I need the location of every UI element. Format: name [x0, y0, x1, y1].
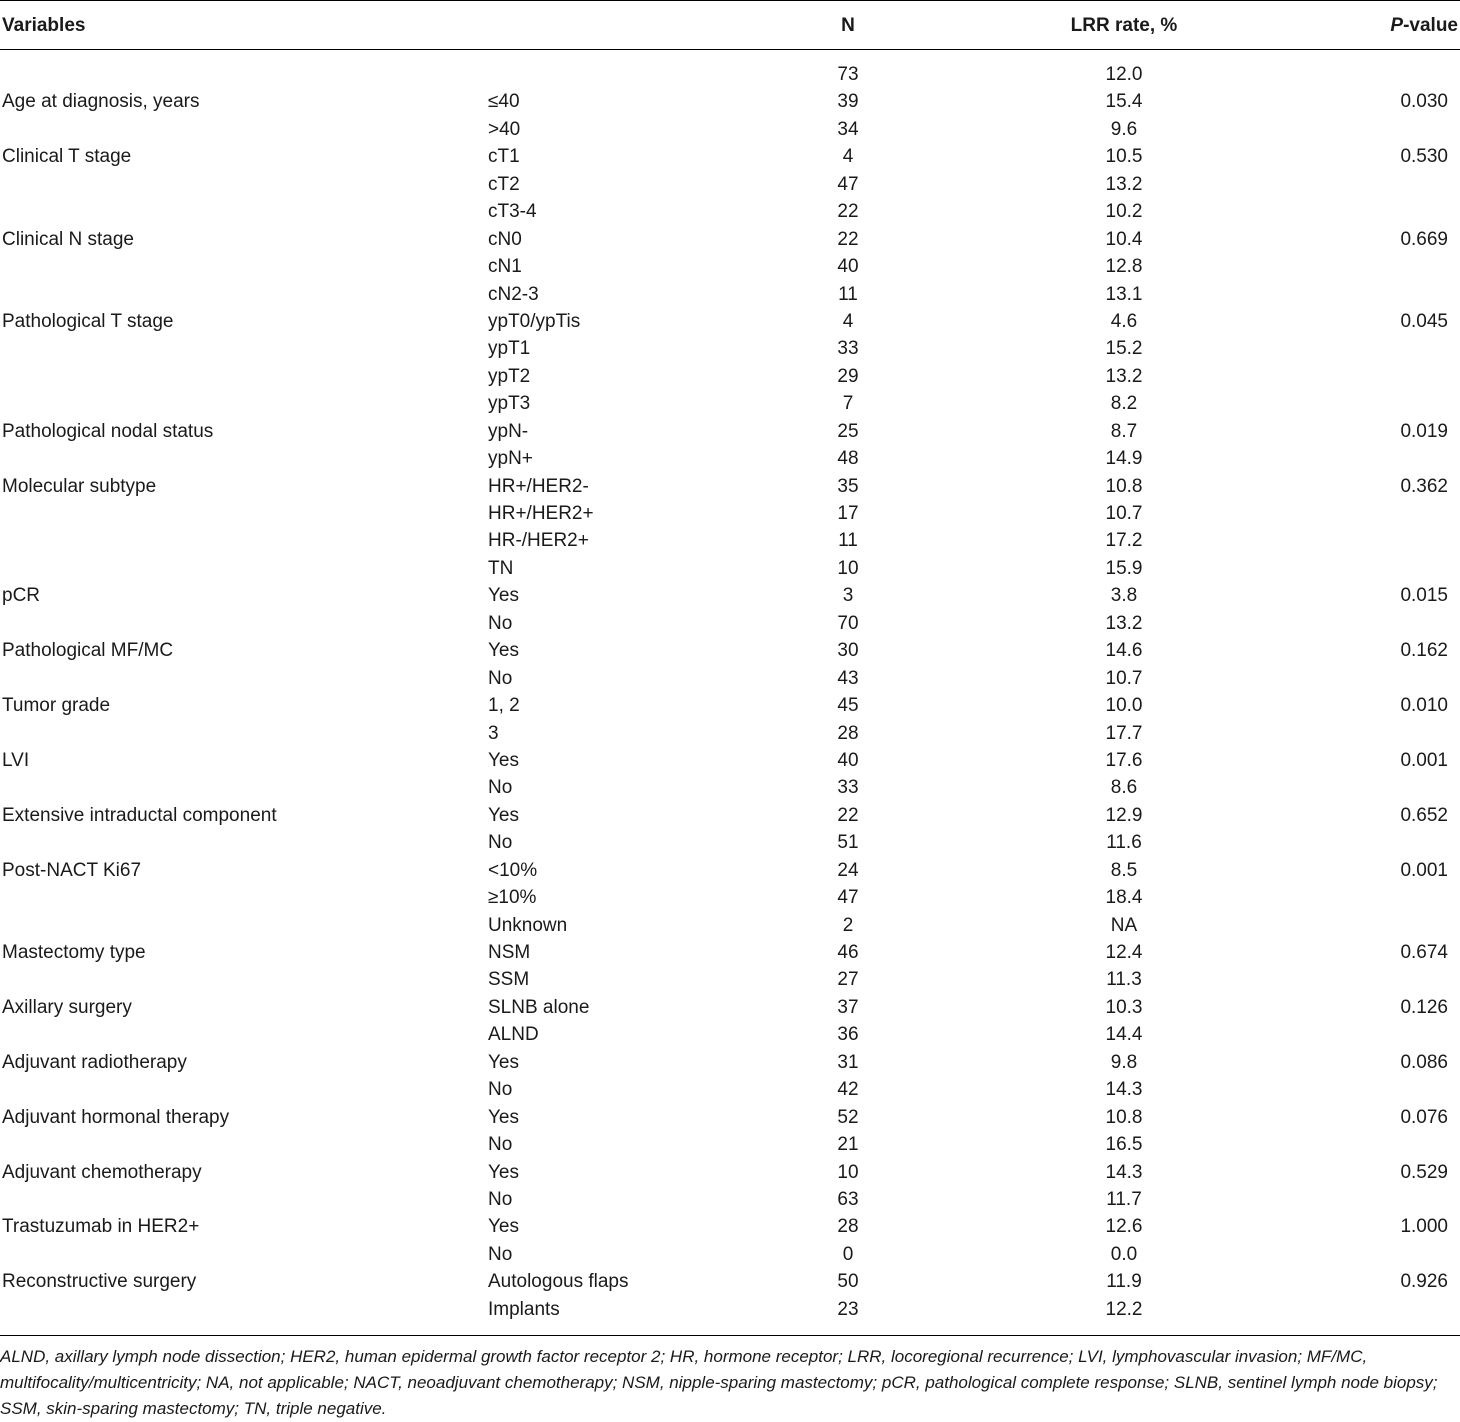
category-cell: ypN+ — [488, 448, 533, 470]
category-cell: Yes — [488, 1051, 519, 1073]
lrr-rate-cell: 4.6 — [1110, 310, 1138, 332]
n-cell: 45 — [837, 695, 859, 717]
category-cell: NSM — [488, 942, 531, 963]
table-row — [0, 1131, 1460, 1158]
n-cell: 63 — [837, 1188, 859, 1210]
n-cell: 47 — [837, 887, 859, 909]
table-row — [0, 802, 1460, 829]
table-row — [0, 445, 1460, 472]
table-row — [0, 363, 1460, 390]
table-row — [0, 774, 1460, 801]
lrr-rate-cell: 12.4 — [1105, 942, 1143, 963]
variable-cell: Axillary surgery — [2, 996, 132, 1018]
p-value-cell: 0.529 — [1400, 1161, 1448, 1183]
variable-cell: Adjuvant chemotherapy — [2, 1161, 202, 1183]
n-cell: 28 — [837, 1216, 859, 1238]
n-cell: 47 — [837, 173, 859, 195]
category-cell: No — [488, 777, 513, 799]
n-cell: 25 — [837, 420, 859, 442]
n-cell: 21 — [837, 1134, 859, 1156]
p-value-cell: 0.669 — [1400, 228, 1448, 250]
lrr-rate-cell: 13.2 — [1105, 612, 1143, 634]
category-cell: cT2 — [488, 173, 520, 195]
category-cell: 3 — [488, 722, 499, 744]
variable-cell: Pathological T stage — [2, 310, 174, 332]
header-p-suffix: -value — [1403, 15, 1458, 36]
category-cell: No — [488, 667, 513, 689]
table-row — [0, 308, 1460, 335]
category-cell: <10% — [488, 859, 538, 881]
n-cell: 46 — [837, 942, 859, 963]
category-cell: ypT3 — [488, 393, 531, 415]
lrr-rate-cell: 12.0 — [1105, 64, 1143, 85]
table-row — [0, 884, 1460, 911]
category-cell: cN1 — [488, 256, 522, 278]
category-cell: Implants — [488, 1298, 560, 1320]
lrr-rate-cell: 8.6 — [1110, 777, 1138, 799]
table-row — [0, 390, 1460, 417]
category-cell: No — [488, 1188, 513, 1210]
header-lrr-rate: LRR rate, % — [1070, 15, 1178, 36]
category-cell: Yes — [488, 804, 519, 826]
p-value-cell: 0.019 — [1400, 420, 1448, 442]
p-value-cell: 0.926 — [1400, 1271, 1448, 1293]
n-cell: 39 — [837, 91, 859, 113]
lrr-rate-cell: 12.2 — [1105, 1298, 1143, 1320]
table-row — [0, 665, 1460, 692]
category-cell: 1, 2 — [488, 695, 520, 717]
n-cell: 50 — [837, 1271, 859, 1293]
n-cell: 33 — [837, 777, 859, 799]
n-cell: 73 — [837, 64, 859, 85]
n-cell: 36 — [837, 1024, 859, 1046]
category-cell: TN — [488, 557, 514, 579]
category-cell: No — [488, 612, 513, 634]
p-value-cell: 0.010 — [1400, 695, 1448, 717]
n-cell: 11 — [838, 283, 858, 305]
category-cell: ypT1 — [488, 338, 531, 360]
lrr-rate-cell: 9.8 — [1110, 1051, 1138, 1073]
variable-cell: Pathological nodal status — [2, 420, 214, 442]
category-cell: No — [488, 1134, 513, 1156]
n-cell: 40 — [837, 749, 859, 771]
lrr-rate-cell: 11.7 — [1106, 1188, 1142, 1210]
variable-cell: Clinical N stage — [2, 228, 134, 250]
table-row — [0, 1104, 1460, 1131]
category-cell: Autologous flaps — [488, 1271, 629, 1293]
lrr-rate-cell: 12.8 — [1105, 256, 1143, 278]
lrr-rate-cell: 11.3 — [1106, 969, 1142, 991]
category-cell: Yes — [488, 1216, 519, 1238]
lrr-rate-cell: 10.5 — [1105, 146, 1143, 168]
category-cell: No — [488, 1243, 513, 1265]
variable-cell: Adjuvant hormonal therapy — [2, 1106, 230, 1128]
p-value-cell: 0.530 — [1400, 146, 1448, 168]
n-cell: 17 — [837, 503, 859, 524]
lrr-rate-cell: 14.4 — [1105, 1024, 1143, 1046]
table-row — [0, 473, 1460, 500]
lrr-rate-cell: 12.6 — [1105, 1216, 1143, 1238]
n-cell: 10 — [837, 1161, 859, 1183]
lrr-rate-cell: 10.8 — [1105, 475, 1143, 497]
table-row — [0, 335, 1460, 362]
category-cell: cN0 — [488, 228, 522, 250]
variable-cell: Extensive intraductal component — [2, 804, 277, 826]
category-cell: ypN- — [488, 420, 529, 442]
n-cell: 48 — [837, 448, 859, 470]
lrr-rate-cell: 13.1 — [1105, 283, 1143, 305]
variable-cell: Pathological MF/MC — [2, 640, 174, 662]
table-row — [0, 418, 1460, 445]
lrr-rate-cell: 10.2 — [1105, 201, 1143, 223]
n-cell: 34 — [837, 118, 859, 140]
lrr-rate-cell: 17.7 — [1105, 722, 1143, 744]
p-value-cell: 0.674 — [1400, 942, 1448, 963]
lrr-rate-cell: 10.3 — [1105, 996, 1143, 1018]
lrr-rate-cell: 11.6 — [1106, 832, 1142, 854]
n-cell: 37 — [837, 996, 859, 1018]
table-row — [0, 912, 1460, 939]
n-cell: 33 — [837, 338, 859, 360]
lrr-rate-cell: 15.4 — [1105, 91, 1143, 113]
category-cell: cT1 — [488, 146, 520, 168]
table-row — [0, 747, 1460, 774]
table-row — [0, 1159, 1460, 1186]
n-cell: 3 — [842, 585, 854, 607]
p-value-cell: 0.001 — [1400, 749, 1448, 771]
n-cell: 28 — [837, 722, 859, 744]
table-row — [0, 1021, 1460, 1048]
category-cell: Yes — [488, 1106, 519, 1128]
table-row — [0, 61, 1460, 88]
category-cell: HR+/HER2- — [488, 475, 589, 497]
n-cell: 51 — [837, 832, 859, 854]
table-row — [0, 829, 1460, 856]
lrr-rate-cell: 11.9 — [1106, 1271, 1142, 1293]
n-cell: 0 — [842, 1243, 854, 1265]
lrr-rate-cell: 14.3 — [1105, 1161, 1143, 1183]
category-cell: SSM — [488, 969, 530, 991]
lrr-rate-cell: 0.0 — [1110, 1243, 1138, 1265]
lrr-rate-cell: 8.5 — [1110, 859, 1138, 881]
table-row — [0, 281, 1460, 308]
n-cell: 4 — [842, 146, 854, 168]
table-row — [0, 720, 1460, 747]
n-cell: 2 — [842, 914, 854, 936]
table-row — [0, 527, 1460, 554]
category-cell: HR+/HER2+ — [488, 503, 594, 524]
variable-cell: Adjuvant radiotherapy — [2, 1051, 187, 1073]
category-cell: No — [488, 1079, 513, 1101]
table-row — [0, 1241, 1460, 1268]
category-cell: cT3-4 — [488, 201, 537, 223]
category-cell: Unknown — [488, 914, 568, 936]
table-header — [0, 0, 1460, 50]
p-value-cell: 0.001 — [1400, 859, 1448, 881]
lrr-rate-cell: 13.2 — [1105, 365, 1143, 387]
table-row — [0, 994, 1460, 1021]
category-cell: ≤40 — [488, 91, 520, 113]
lrr-rate-cell: 8.2 — [1110, 393, 1138, 415]
p-value-cell: 0.086 — [1400, 1051, 1448, 1073]
lrr-rate-cell: 3.8 — [1110, 585, 1138, 607]
variable-cell: Trastuzumab in HER2+ — [2, 1216, 200, 1238]
lrr-rate-cell: NA — [1110, 914, 1138, 936]
header-p-value — [1390, 15, 1458, 37]
category-cell: ≥10% — [488, 887, 537, 909]
category-cell: >40 — [488, 118, 521, 140]
variable-cell: Molecular subtype — [2, 475, 157, 497]
p-value-cell: 0.652 — [1400, 804, 1448, 826]
n-cell: 42 — [837, 1079, 859, 1101]
n-cell: 22 — [837, 228, 859, 250]
header-p-letter: P — [1390, 15, 1404, 36]
table-row — [0, 692, 1460, 719]
n-cell: 31 — [837, 1051, 859, 1073]
table-row — [0, 143, 1460, 170]
table-row — [0, 610, 1460, 637]
table-row — [0, 1049, 1460, 1076]
category-cell: ALND — [488, 1024, 539, 1046]
n-cell: 22 — [837, 201, 859, 223]
category-cell: ypT0/ypTis — [488, 310, 581, 332]
p-value-cell: 0.126 — [1400, 996, 1448, 1018]
category-cell: No — [488, 832, 513, 854]
n-cell: 7 — [842, 393, 854, 415]
table-row — [0, 555, 1460, 582]
n-cell: 30 — [837, 640, 859, 662]
p-value-cell: 0.045 — [1400, 310, 1448, 332]
p-value-cell: 0.030 — [1400, 91, 1448, 113]
variable-cell: Reconstructive surgery — [2, 1271, 197, 1293]
n-cell: 11 — [838, 530, 858, 552]
variable-cell: Post-NACT Ki67 — [2, 859, 142, 881]
category-cell: Yes — [488, 640, 519, 662]
table-row — [0, 1186, 1460, 1213]
table-row — [0, 500, 1460, 527]
lrr-rate-cell: 14.3 — [1105, 1079, 1143, 1101]
n-cell: 4 — [842, 310, 854, 332]
n-cell: 43 — [837, 667, 859, 689]
table-row — [0, 226, 1460, 253]
table-row — [0, 253, 1460, 280]
header-n: N — [841, 15, 855, 36]
table-row — [0, 1268, 1460, 1295]
lrr-rate-cell: 10.8 — [1105, 1106, 1143, 1128]
lrr-rate-cell: 15.9 — [1105, 557, 1143, 579]
variable-cell: Mastectomy type — [2, 942, 146, 963]
lrr-rate-cell: 12.9 — [1105, 804, 1143, 826]
table-row — [0, 1296, 1460, 1323]
category-cell: ypT2 — [488, 365, 531, 387]
lrr-rate-cell: 9.6 — [1110, 118, 1138, 140]
variable-cell: Age at diagnosis, years — [2, 91, 200, 113]
n-cell: 40 — [837, 256, 859, 278]
lrr-rate-cell: 14.6 — [1105, 640, 1143, 662]
lrr-rate-cell: 16.5 — [1105, 1134, 1143, 1156]
category-cell: Yes — [488, 585, 519, 607]
lrr-rate-cell: 10.7 — [1105, 667, 1143, 689]
table-row — [0, 1213, 1460, 1240]
variable-cell: LVI — [2, 749, 30, 771]
table-row — [0, 939, 1460, 966]
category-cell: cN2-3 — [488, 283, 539, 305]
variable-cell: Clinical T stage — [2, 146, 132, 168]
table-row — [0, 637, 1460, 664]
p-value-cell: 1.000 — [1400, 1216, 1448, 1238]
lrr-rate-cell: 10.0 — [1105, 695, 1143, 717]
lrr-rate-cell: 10.4 — [1105, 228, 1143, 250]
n-cell: 23 — [837, 1298, 859, 1320]
n-cell: 29 — [837, 365, 859, 387]
table-row — [0, 116, 1460, 143]
p-value-cell: 0.076 — [1400, 1106, 1448, 1128]
lrr-rate-cell: 17.6 — [1105, 749, 1143, 771]
p-value-cell: 0.362 — [1400, 475, 1448, 497]
n-cell: 27 — [837, 969, 859, 991]
table-body — [0, 50, 1460, 1323]
header-variables: Variables — [2, 15, 86, 36]
lrr-rate-cell: 8.7 — [1110, 420, 1138, 442]
n-cell: 52 — [837, 1106, 859, 1128]
table-row — [0, 857, 1460, 884]
table-row — [0, 966, 1460, 993]
table-row — [0, 171, 1460, 198]
table-row — [0, 88, 1460, 115]
table-row — [0, 1076, 1460, 1103]
category-cell: Yes — [488, 1161, 519, 1183]
p-value-cell: 0.162 — [1400, 640, 1448, 662]
lrr-rate-cell: 13.2 — [1105, 173, 1143, 195]
category-cell: HR-/HER2+ — [488, 530, 589, 552]
lrr-rate-cell: 17.2 — [1105, 530, 1143, 552]
n-cell: 35 — [837, 475, 859, 497]
variable-cell: Tumor grade — [2, 695, 111, 717]
n-cell: 10 — [837, 557, 859, 579]
category-cell: Yes — [488, 749, 519, 771]
p-value-cell: 0.015 — [1400, 585, 1448, 607]
lrr-rate-cell: 15.2 — [1105, 338, 1143, 360]
n-cell: 70 — [837, 612, 859, 634]
category-cell: SLNB alone — [488, 996, 590, 1018]
n-cell: 22 — [837, 804, 859, 826]
table-row — [0, 198, 1460, 225]
lrr-rate-cell: 14.9 — [1105, 448, 1143, 470]
lrr-rate-cell: 10.7 — [1105, 503, 1143, 524]
table-row — [0, 582, 1460, 609]
n-cell: 24 — [837, 859, 859, 881]
variable-cell: pCR — [2, 585, 41, 607]
lrr-rate-cell: 18.4 — [1105, 887, 1143, 909]
table-footnote: ALND, axillary lymph node dissection; HER2, human epidermal growth factor receptor 2; HR, hormone receptor; LRR, locoregional recurrence; LVI, lymphovascular invasion; MF/MC, multifocality/multicentricity; NA, not applicable; NACT, neoadjuvant chemotherapy; NSM, nipple-sparing mastectomy; pCR, pathological complete response; SLNB, sentinel lymph node biopsy; SSM, skin-sparing mastectomy; TN, triple negative. — [0, 1335, 1460, 1422]
